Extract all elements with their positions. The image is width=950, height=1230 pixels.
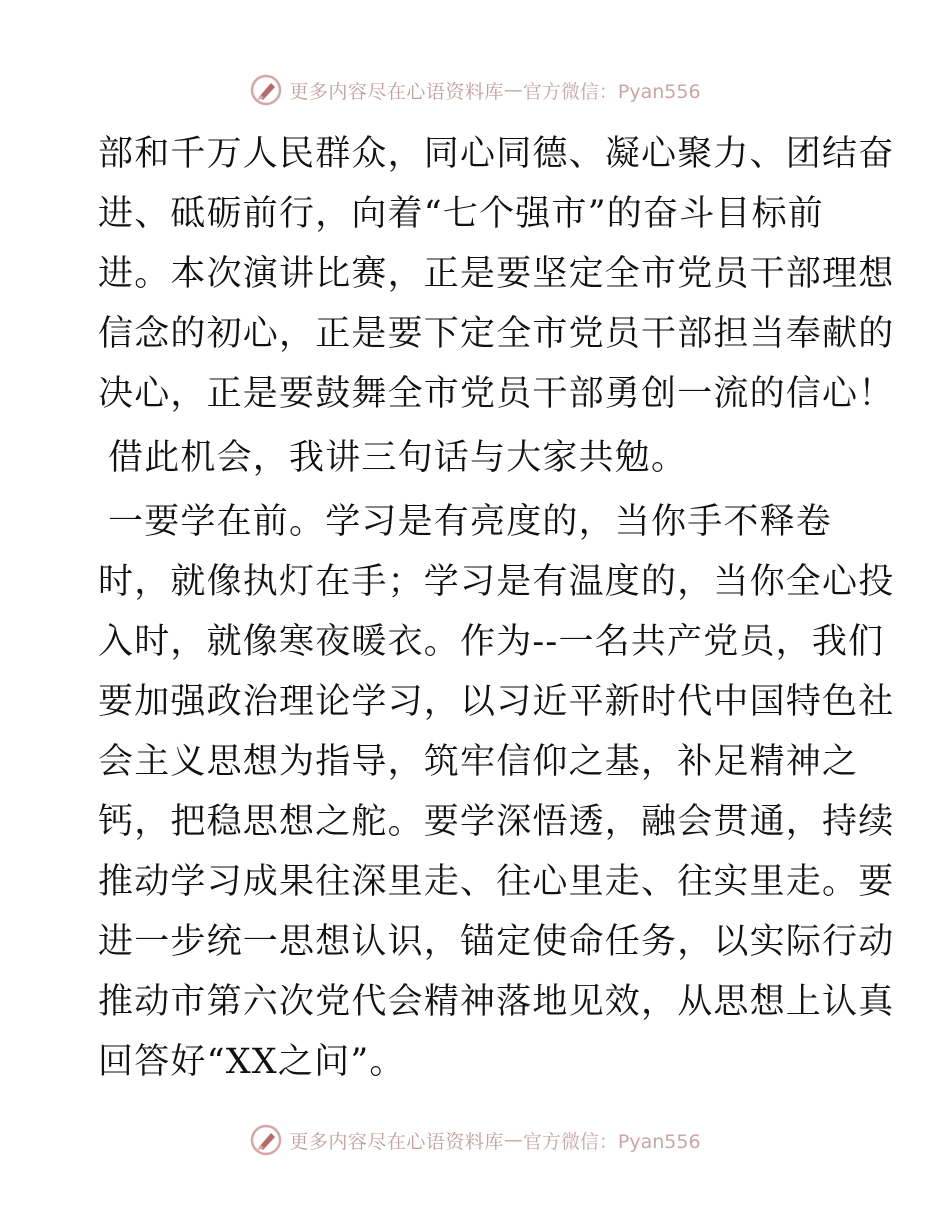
text-line: 推动学习成果往深里走、往心里走、往实里走。要 <box>98 862 895 902</box>
text-line: 要加强政治理论学习，以习近平新时代中国特色社 <box>98 682 895 722</box>
text-line: 进一步统一思想认识，锚定使命任务，以实际行动 <box>98 922 895 962</box>
pen-nib-circle-icon <box>249 73 283 107</box>
footer-watermark <box>0 1120 950 1160</box>
paragraph-intro <box>98 428 858 488</box>
text-line: 回答好“XX之问”。 <box>98 1042 406 1082</box>
text-line: 借此机会，我讲三句话与大家共勉。 <box>108 438 688 478</box>
text-line: 入时，就像寒夜暖衣。作为--一名共产党员，我们 <box>98 622 885 662</box>
text-line: 钙，把稳思想之舵。要学深悟透，融会贯通，持续 <box>98 802 895 842</box>
watermark-main-text: 更多内容尽在心语资料库 <box>289 80 504 103</box>
text-line: 进、砥砺前行，向着“七个强市”的奋斗目标前 <box>98 194 824 234</box>
text-line: 时，就像执灯在手；学习是有温度的，当你全心投 <box>98 562 895 602</box>
paragraph-point-one <box>98 492 895 1092</box>
header-watermark <box>0 70 950 110</box>
watermark-separator: — <box>503 79 523 101</box>
watermark-account-text: 官方微信：Pyan556 <box>522 1130 701 1153</box>
document-body <box>98 124 895 1092</box>
text-line: 会主义思想为指导，筑牢信仰之基，补足精神之 <box>98 742 859 782</box>
watermark-account-text: 官方微信：Pyan556 <box>522 80 701 103</box>
watermark-main-text: 更多内容尽在心语资料库 <box>289 1130 504 1153</box>
text-line: 一要学在前。学习是有亮度的，当你手不释卷 <box>108 502 833 542</box>
text-line: 信念的初心，正是要下定全市党员干部担当奉献的 <box>98 314 895 354</box>
text-line: 部和千万人民群众，同心同德、凝心聚力、团结奋 <box>98 134 895 174</box>
text-line: 决心，正是要鼓舞全市党员干部勇创一流的信心！ <box>98 374 895 414</box>
text-line: 推动市第六次党代会精神落地见效，从思想上认真 <box>98 982 895 1022</box>
watermark-separator: — <box>503 1129 523 1151</box>
pen-nib-circle-icon <box>249 1123 283 1157</box>
paragraph-continuation <box>98 124 895 424</box>
text-line: 进。本次演讲比赛，正是要坚定全市党员干部理想 <box>98 254 895 294</box>
